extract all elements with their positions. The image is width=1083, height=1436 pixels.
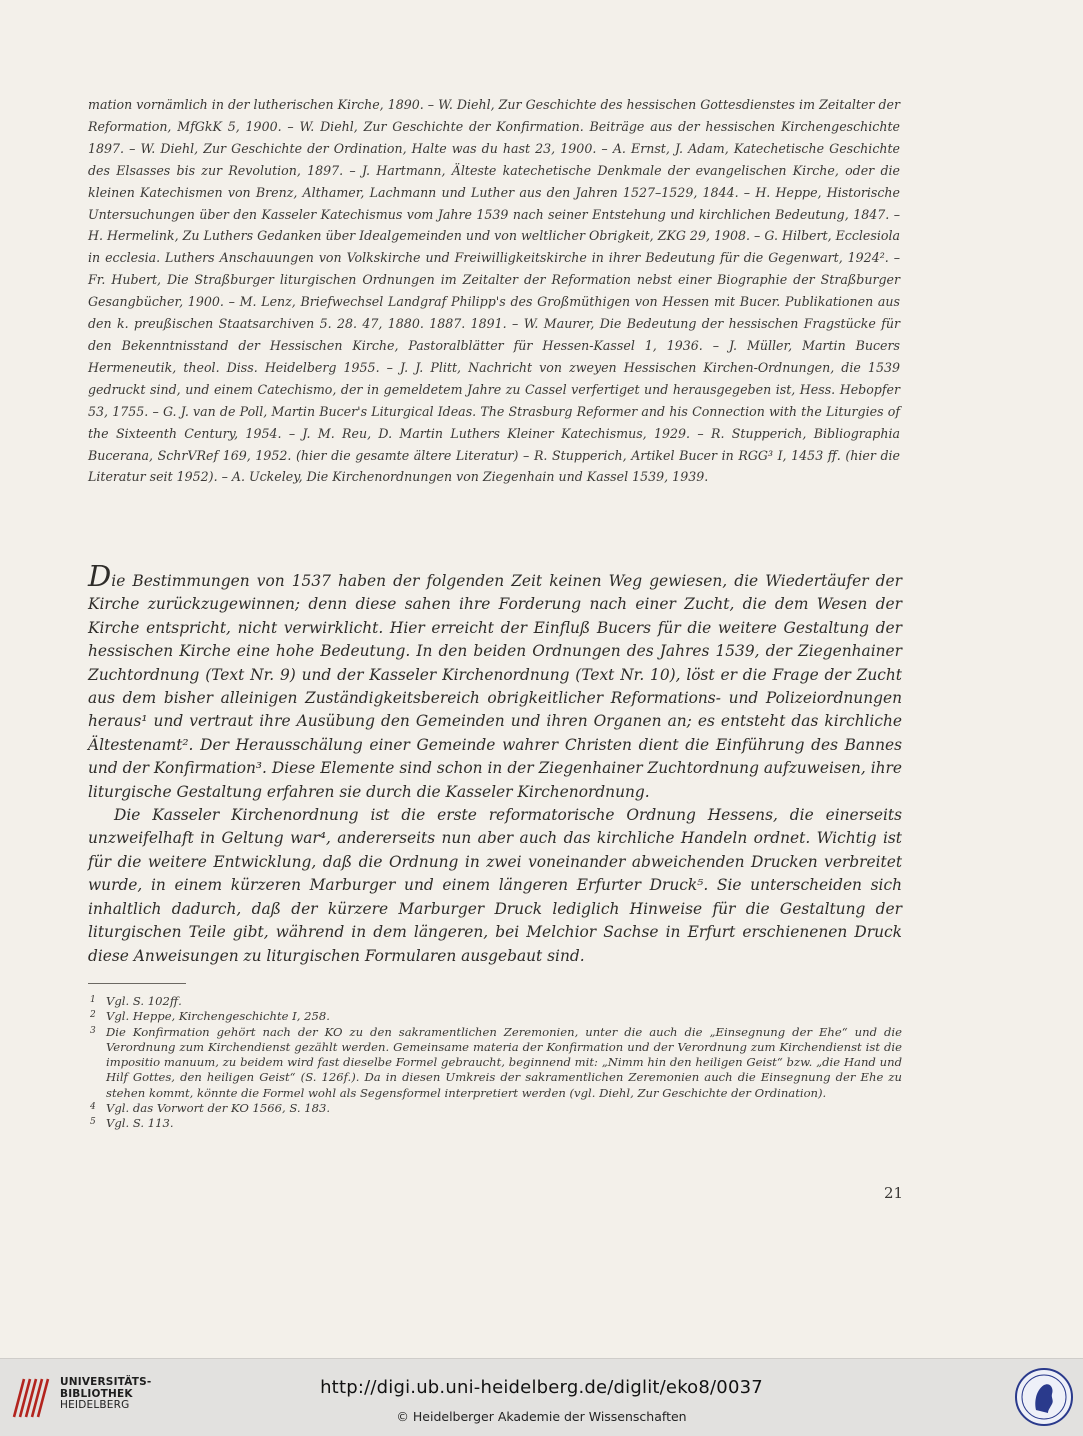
footnote-number: 4: [90, 1102, 96, 1113]
footnote: [90, 1116, 902, 1131]
library-name-line: BIBLIOTHEK: [60, 1387, 133, 1400]
footnote: [90, 994, 902, 1009]
academy-seal-icon[interactable]: [1014, 1366, 1074, 1428]
footnote-number: 3: [90, 1025, 96, 1036]
footnote-number: 5: [90, 1117, 96, 1128]
footnote-text: Vgl. das Vorwort der KO 1566, S. 183.: [106, 1101, 331, 1116]
footnote-text: Vgl. S. 113.: [106, 1116, 174, 1131]
page-number: 21: [884, 1184, 904, 1202]
footnote-text: Vgl. Heppe, Kirchengeschichte I, 258.: [106, 1009, 330, 1024]
footnote-number: 1: [90, 995, 96, 1005]
footnote-rule: [88, 983, 186, 984]
copyright-text: © Heidelberger Akademie der Wissenschaften: [396, 1409, 687, 1424]
paragraph-1: [88, 559, 902, 804]
bibliography-block: [88, 94, 900, 488]
footnote: [90, 1009, 902, 1024]
library-name-line: UNIVERSITÄTS-: [60, 1376, 152, 1388]
library-name-line: HEIDELBERG: [60, 1399, 130, 1411]
drop-cap: D: [88, 559, 112, 593]
paragraph-2: Die Kasseler Kirchenordnung ist die erste reformatorische Ordnung Hessens, die einerseits unzweifelhaft in Geltung war⁴, andererseits nun aber auch das kirchliche Handeln ordnet. Wichtig ist für die weitere Entwicklung, daß die Ordnung in zwei voneinander abweichenden Drucken verbreitet wurde, in einem kürzeren Marburger und einem längeren Erfurter Druck⁵. Sie unterscheiden sich inhaltlich dadurch, daß der kürzere Marburger Druck lediglich Hinweise für die Gestaltung der liturgischen Teile gibt, während in dem längeren, bei Melchior Sachse in Erfurt erschienenen Druck diese Anweisungen zu liturgischen Formularen ausgebaut sind.: [88, 806, 902, 965]
footnote-text: Die Konfirmation gehört nach der KO zu den sakramentlichen Zeremonien, unter die auch die „Einsegnung der Ehe“ und die Verordnung zum Kirchendienst gezählt werden. Gemeinsame materia der Konfirmation und der Verordnung zum Kirchendienst ist die impositio manuum, zu beidem wird fast dieselbe Formel gebraucht, beginnend mit: „Nimm hin den heiligen Geist“ bzw. „die Hand und Hilf Gottes, den heiligen Geist“ (S. 126f.). Da in diesen Umkreis der sakramentlichen Zeremonien auch die Einsegnung der Ehe zu stehen kommt, könnte die Formel wohl als Segensformel interpretiert werden (vgl. Diehl, Zur Geschichte der Ordination).: [106, 1024, 902, 1100]
footnotes: [90, 994, 902, 1132]
paragraph-1-text: ie Bestimmungen von 1537 haben der folgenden Zeit keinen Weg gewiesen, die Wiedertäufer der Kirche zurückzugewinnen; denn diese sahen ihre Forderung nach einer Zucht, die dem Wesen der Kirche entspricht, nicht verwirklicht. Hier erreicht der Einfluß Bucers für die weitere Gestaltung der hessischen Kirche eine hohe Bedeutung. In den beiden Ordnungen des Jahres 1539, der Ziegenhainer Zuchtordnung (Text Nr. 9) und der Kasseler Kirchenordnung (Text Nr. 10), löst er die Frage der Zucht aus dem bisher alleinigen Zuständigkeitsbereich obrigkeitlicher Reformations- und Polizeiordnungen heraus¹ und vertraut ihre Ausübung den Gemeinden und ihren Organen an; es entsteht das kirchliche Ältestenamt². Der Herausschälung einer Gemeinde wahrer Christen dient die Einführung des Bannes und der Konfirmation³. Diese Elemente sind schon in der Ziegenhainer Zuchtordnung aufzuweisen, ihre liturgische Gestaltung erfahren sie durch die Kasseler Kirchenordnung.: [88, 572, 902, 801]
footnote: [90, 1025, 902, 1101]
main-text: [88, 559, 902, 968]
bibliography-text: mation vornämlich in der lutherischen Kirche, 1890. – W. Diehl, Zur Geschichte des hessischen Gottesdienstes im Zeitalter der Reformation, MfGkK 5, 1900. – W. Diehl, Zur Geschichte der Konfirmation. Beiträge aus der hessischen Kirchengeschichte 1897. – W. Diehl, Zur Geschichte der Ordination, Halte was du hast 23, 1900. – A. Ernst, J. Adam, Katechetische Geschichte des Elsasses bis zur Revolution, 1897. – J. Hartmann, Älteste katechetische Denkmale der evangelischen Kirche, oder die kleinen Katechismen von Brenz, Althamer, Lachmann und Luther aus den Jahren 1527–1529, 1844. – H. Heppe, Historische Untersuchungen über den Kasseler Katechismus vom Jahre 1539 nach seiner Entstehung und kirchlichen Bedeutung, 1847. – H. Hermelink, Zu Luthers Gedanken über Idealgemeinden und von weltlicher Obrigkeit, ZKG 29, 1908. – G. Hilbert, Ecclesiola in ecclesia. Luthers Anschauungen von Volkskirche und Freiwilligkeitskirche in ihrer Bedeutung für die Gegenwart, 1924². – Fr. Hubert, Die Straßburger liturgischen Ordnungen im Zeitalter der Reformation nebst einer Biographie der Straßburger Gesangbücher, 1900. – M. Lenz, Briefwechsel Landgraf Philipp's des Großmüthigen von Hessen mit Bucer. Publikationen aus den k. preußischen Staatsarchiven 5. 28. 47, 1880. 1887. 1891. – W. Maurer, Die Bedeutung der hessischen Fragstücke für den Bekenntnisstand der Hessischen Kirche, Pastoralblätter für Hessen-Kassel 1, 1936. – J. Müller, Martin Bucers Hermeneutik, theol. Diss. Heidelberg 1955. – J. J. Plitt, Nachricht von zweyen Hessischen Kirchen-Ordnungen, die 1539 gedruckt sind, und einem Catechismo, der in gemeldetem Jahre zu Cassel verfertiget und herausgegeben ist, Hess. Hebopfer 53, 1755. – G. J. van de Poll, Martin Bucer's Liturgical Ideas. The Strasburg Reformer and his Connection with the Liturgies of the Sixteenth Century, 1954. – J. M. Reu, D. Martin Luthers Kleiner Katechismus, 1929. – R. Stupperich, Bibliographia Bucerana, SchrVRef 169, 1952. (hier die gesamte ältere Literatur) – R. Stupperich, Artikel Bucer in RGG³ I, 1453 ff. (hier die Literatur seit 1952). – A. Uckeley, Die Kirchenordnungen von Ziegenhain und Kassel 1539, 1939.: [88, 97, 900, 485]
footnote-number: 2: [90, 1010, 96, 1021]
footnote-text: Vgl. S. 102ff.: [106, 994, 182, 1008]
footnote: [90, 1101, 902, 1116]
viewer-footer: [0, 1358, 1083, 1436]
permalink-url[interactable]: http://digi.ub.uni-heidelberg.de/diglit/eko8/0037: [320, 1377, 763, 1398]
